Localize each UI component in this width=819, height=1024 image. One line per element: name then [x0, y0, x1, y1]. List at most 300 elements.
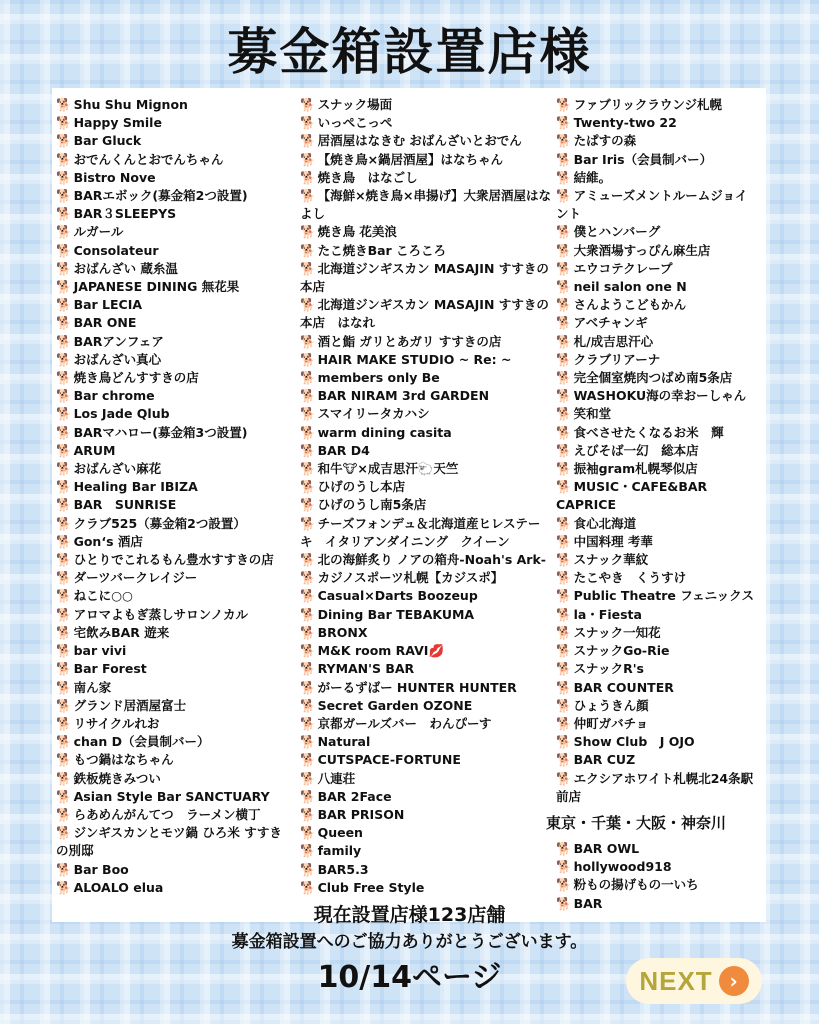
- list-item: [300, 606, 552, 624]
- list-item: [556, 624, 756, 642]
- store-name: エウコテクレープ: [573, 260, 673, 276]
- store-name: 南ん家: [73, 679, 112, 695]
- dog-icon: 🐕: [56, 151, 72, 167]
- dog-icon: 🐕: [56, 570, 72, 586]
- list-item: [300, 460, 552, 478]
- store-name: おばんざい麻花: [73, 461, 162, 477]
- store-name: Los Jade Qlub: [73, 406, 170, 422]
- store-name: 焼き鳥 はなごし: [317, 169, 418, 185]
- store-name: BAR PRISON: [317, 806, 405, 822]
- dog-icon: 🐕: [556, 859, 572, 875]
- list-item: [556, 96, 756, 114]
- dog-icon: 🐕: [56, 169, 72, 185]
- store-name: 中国料理 考華: [573, 533, 653, 549]
- list-item: [556, 515, 756, 533]
- next-button[interactable]: [626, 958, 762, 1004]
- store-name: Bar Forest: [73, 661, 147, 677]
- dog-icon: 🐕: [300, 497, 316, 513]
- list-item: [56, 169, 294, 187]
- page-title: 募金箱設置店様: [227, 23, 592, 81]
- list-item: [56, 478, 294, 496]
- list-item: [300, 679, 552, 697]
- store-name: グランド居酒屋富士: [73, 697, 187, 713]
- dog-icon: 🐕: [300, 843, 316, 859]
- store-name: 仲町ガバチョ: [573, 715, 649, 731]
- list-item: [56, 806, 294, 824]
- list-item: [56, 679, 294, 697]
- store-list-column-1: [56, 96, 294, 897]
- list-item: [300, 424, 552, 442]
- dog-icon: 🐕: [300, 570, 316, 586]
- list-item: [556, 770, 756, 806]
- store-name: 笑和堂: [573, 406, 612, 422]
- next-label: NEXT: [639, 965, 713, 996]
- list-item: [56, 606, 294, 624]
- store-name: ダーツバークレイジー: [73, 570, 198, 586]
- dog-icon: 🐕: [56, 752, 72, 768]
- dog-icon: 🐕: [300, 242, 316, 258]
- store-name: えびそば一幻 総本店: [573, 442, 699, 458]
- store-name: bar vivi: [73, 643, 127, 659]
- store-name: 札/成吉思汗心: [573, 333, 654, 349]
- list-item: [556, 569, 756, 587]
- store-name: 食心北海道: [573, 515, 637, 531]
- list-item: [556, 460, 756, 478]
- dog-icon: 🐕: [56, 406, 72, 422]
- dog-icon: 🐕: [556, 552, 572, 568]
- list-item: [56, 151, 294, 169]
- store-name: アミューズメントルームジョイント: [556, 188, 748, 222]
- store-name: BAR: [573, 895, 603, 911]
- dog-icon: 🐕: [300, 224, 316, 240]
- dog-icon: 🐕: [56, 515, 72, 531]
- store-name: ルガール: [73, 224, 124, 240]
- dog-icon: 🐕: [556, 606, 572, 622]
- store-name: スナック場面: [317, 97, 393, 112]
- list-item: [56, 824, 294, 860]
- dog-icon: 🐕: [300, 752, 316, 768]
- store-name: ねこに○○: [73, 588, 133, 604]
- dog-icon: 🐕: [56, 734, 72, 750]
- store-name: Shu Shu Mignon: [73, 97, 188, 112]
- dog-icon: 🐕: [300, 115, 316, 131]
- list-item: [56, 387, 294, 405]
- store-name: たぱすの森: [573, 133, 637, 149]
- dog-icon: 🐕: [300, 133, 316, 149]
- store-name: Gon‘s 酒店: [73, 533, 143, 549]
- store-name: おばんざい 蔵糸温: [73, 260, 178, 276]
- store-name: Happy Smile: [73, 115, 162, 131]
- list-item: [556, 551, 756, 569]
- store-name: Casual×Darts Boozeup: [317, 588, 478, 604]
- dog-icon: 🐕: [56, 297, 72, 313]
- store-name: BAR CUZ: [573, 752, 636, 768]
- list-item: [56, 205, 294, 223]
- dog-icon: 🐕: [300, 188, 316, 204]
- store-name: MUSIC・CAFE&BAR CAPRICE: [556, 479, 708, 513]
- list-item: [56, 624, 294, 642]
- store-name: RYMAN'S BAR: [317, 661, 415, 677]
- dog-icon: 🐕: [556, 715, 572, 731]
- dog-icon: 🐕: [556, 624, 572, 640]
- dog-icon: 🐕: [556, 752, 572, 768]
- store-name: 和牛🐮×成吉思汗🐑天竺: [317, 461, 459, 477]
- list-item: [300, 96, 552, 114]
- store-name: スナックGo-Rie: [573, 643, 670, 659]
- dog-icon: 🐕: [556, 877, 572, 893]
- store-name: Asian Style Bar SANCTUARY: [73, 788, 270, 804]
- store-name: おばんざい真心: [73, 351, 162, 367]
- store-name: ファブリックラウンジ札幌: [573, 97, 723, 112]
- store-name: スマイリータカハシ: [317, 406, 430, 422]
- dog-icon: 🐕: [56, 97, 72, 112]
- dog-icon: 🐕: [556, 297, 572, 313]
- store-name: 焼き鳥 花美浪: [317, 224, 397, 240]
- list-item: [300, 223, 552, 241]
- store-name: BAR ONE: [73, 315, 137, 331]
- list-item: [300, 861, 552, 879]
- list-item: [56, 223, 294, 241]
- dog-icon: 🐕: [300, 879, 316, 895]
- dog-icon: 🐕: [300, 697, 316, 713]
- dog-icon: 🐕: [556, 679, 572, 695]
- dog-icon: 🐕: [300, 643, 316, 659]
- list-item: [300, 405, 552, 423]
- list-item: [556, 606, 756, 624]
- list-item: [300, 587, 552, 605]
- store-name: BAR5.3: [317, 861, 369, 877]
- list-item: [56, 442, 294, 460]
- store-name: 北の海鮮炙り ノアの箱舟-Noah's Ark-: [317, 552, 546, 568]
- store-count-text: 現在設置店様123店舗: [313, 904, 506, 926]
- list-item: [556, 840, 756, 858]
- store-name: Natural: [317, 734, 371, 750]
- store-name: BAR SUNRISE: [73, 497, 177, 513]
- list-item: [56, 369, 294, 387]
- store-name: BAR COUNTER: [573, 679, 674, 695]
- store-list-column-2: [300, 96, 552, 897]
- dog-icon: 🐕: [556, 533, 572, 549]
- list-item: [56, 132, 294, 150]
- dog-icon: 🐕: [56, 552, 72, 568]
- store-name: ひげのうし南5条店: [317, 497, 427, 513]
- list-item: [556, 733, 756, 751]
- dog-icon: 🐕: [56, 206, 72, 222]
- dog-icon: 🐕: [556, 770, 572, 786]
- list-item: [556, 587, 756, 605]
- store-name: 焼き鳥どんすすきの店: [73, 370, 199, 386]
- list-item: [56, 697, 294, 715]
- list-item: [56, 515, 294, 533]
- store-name: BAR 2Face: [317, 788, 392, 804]
- dog-icon: 🐕: [300, 734, 316, 750]
- dog-icon: 🐕: [556, 406, 572, 422]
- dog-icon: 🐕: [56, 643, 72, 659]
- dog-icon: 🐕: [300, 788, 316, 804]
- list-item: [56, 333, 294, 351]
- list-item: [56, 242, 294, 260]
- list-item: [56, 533, 294, 551]
- dog-icon: 🐕: [56, 279, 72, 295]
- dog-icon: 🐕: [56, 315, 72, 331]
- store-name: 酒と鮨 ガリとあガリ すすきの店: [317, 333, 502, 349]
- store-name: warm dining casita: [317, 424, 452, 440]
- dog-icon: 🐕: [56, 533, 72, 549]
- store-name: Consolateur: [73, 242, 159, 258]
- list-item: [300, 569, 552, 587]
- dog-icon: 🐕: [556, 188, 572, 204]
- store-name: 僕とハンバーグ: [573, 224, 661, 240]
- dog-icon: 🐕: [56, 388, 72, 404]
- list-item: [300, 114, 552, 132]
- store-name: アベチャンギ: [573, 315, 648, 331]
- thanks-text: 募金箱設置へのご協力ありがとうございます。: [231, 932, 588, 952]
- dog-icon: 🐕: [556, 515, 572, 531]
- list-item: [300, 733, 552, 751]
- store-name: Club Free Style: [317, 879, 425, 895]
- list-item: [556, 660, 756, 678]
- list-item: [56, 460, 294, 478]
- list-item: [556, 876, 756, 894]
- store-name: 鉄板焼きみつい: [73, 770, 161, 786]
- store-name: chan D（会員制バー）: [73, 734, 210, 750]
- dog-icon: 🐕: [56, 260, 72, 276]
- store-name: 八連荘: [317, 770, 356, 786]
- dog-icon: 🐕: [56, 588, 72, 604]
- store-name: Bistro Nove: [73, 169, 156, 185]
- list-item: [56, 660, 294, 678]
- list-item: [556, 405, 756, 423]
- list-item: [56, 96, 294, 114]
- list-item: [556, 223, 756, 241]
- list-item: [300, 824, 552, 842]
- dog-icon: 🐕: [556, 169, 572, 185]
- dog-icon: 🐕: [300, 169, 316, 185]
- list-item: [300, 242, 552, 260]
- dog-icon: 🐕: [300, 424, 316, 440]
- list-item: [556, 314, 756, 332]
- dog-icon: 🐕: [556, 260, 572, 276]
- dog-icon: 🐕: [556, 351, 572, 367]
- list-item: [556, 333, 756, 351]
- list-item: [56, 879, 294, 897]
- store-name: BAR D4: [317, 442, 370, 458]
- dog-icon: 🐕: [56, 224, 72, 240]
- list-item: [300, 697, 552, 715]
- list-item: [556, 132, 756, 150]
- dog-icon: 🐕: [556, 224, 572, 240]
- store-name: ALOALO elua: [73, 879, 164, 895]
- list-item: [300, 132, 552, 150]
- dog-icon: 🐕: [56, 715, 72, 731]
- list-item: [300, 187, 552, 223]
- store-name: Healing Bar IBIZA: [73, 479, 198, 495]
- list-item: [556, 478, 756, 514]
- store-name: さんようこどもかん: [573, 297, 687, 313]
- store-name: たこやき くうすけ: [573, 570, 687, 586]
- store-name: M&K room RAVI💋: [317, 643, 445, 659]
- dog-icon: 🐕: [556, 333, 572, 349]
- store-name: la・Fiesta: [573, 606, 642, 622]
- store-name: スナック一知花: [573, 624, 661, 640]
- list-item: [300, 642, 552, 660]
- list-item: [300, 624, 552, 642]
- dog-icon: 🐕: [300, 606, 316, 622]
- chevron-right-icon: ›: [719, 966, 749, 996]
- store-name: カジノスポーツ札幌【カジスポ】: [317, 570, 504, 586]
- list-item: [300, 842, 552, 860]
- store-name: BAR３SLEEPYS: [73, 206, 177, 222]
- dog-icon: 🐕: [300, 552, 316, 568]
- dog-icon: 🐕: [56, 879, 72, 895]
- list-item: [300, 387, 552, 405]
- store-name: もつ鍋はなちゃん: [73, 752, 174, 768]
- dog-icon: 🐕: [56, 479, 72, 495]
- dog-icon: 🐕: [300, 715, 316, 731]
- list-item: [300, 515, 552, 551]
- dog-icon: 🐕: [300, 806, 316, 822]
- store-name: WASHOKU海の幸おーしゃん: [573, 388, 747, 404]
- page-number: 10/14ページ: [317, 960, 502, 995]
- store-name: クラブリアーナ: [573, 351, 661, 367]
- list-item: [56, 751, 294, 769]
- store-name: CUTSPACE-FORTUNE: [317, 752, 461, 768]
- list-item: [56, 296, 294, 314]
- list-item: [300, 788, 552, 806]
- dog-icon: 🐕: [56, 442, 72, 458]
- store-name: ARUM: [73, 442, 116, 458]
- store-name: Bar Boo: [73, 861, 129, 877]
- dog-icon: 🐕: [556, 97, 572, 112]
- dog-icon: 🐕: [556, 370, 572, 386]
- store-name: BARアンフェア: [73, 333, 164, 349]
- list-item: [556, 697, 756, 715]
- store-name: 結維。: [573, 169, 612, 185]
- dog-icon: 🐕: [556, 588, 572, 604]
- store-name: スナック華紋: [573, 552, 649, 568]
- list-item: [300, 551, 552, 569]
- list-item: [556, 296, 756, 314]
- store-name: らあめんがんてつ ラーメン横丁: [73, 806, 261, 822]
- list-item: [556, 424, 756, 442]
- list-item: [556, 187, 756, 223]
- dog-icon: 🐕: [56, 351, 72, 367]
- dog-icon: 🐕: [300, 515, 316, 531]
- dog-icon: 🐕: [556, 388, 572, 404]
- store-name: BRONX: [317, 624, 368, 640]
- store-name: BAR NIRAM 3rd GARDEN: [317, 388, 490, 404]
- list-item: [56, 496, 294, 514]
- list-item: [556, 169, 756, 187]
- dog-icon: 🐕: [556, 424, 572, 440]
- store-name: JAPANESE DINING 無花果: [73, 279, 240, 295]
- store-list-column-3: [556, 96, 762, 806]
- list-item: [300, 770, 552, 788]
- list-item: [556, 351, 756, 369]
- dog-icon: 🐕: [300, 770, 316, 786]
- list-item: [56, 114, 294, 132]
- store-name: 食べさせたくなるお米 輝: [573, 424, 724, 440]
- list-item: [56, 587, 294, 605]
- dog-icon: 🐕: [556, 279, 572, 295]
- store-name: Secret Garden OZONE: [317, 697, 473, 713]
- dog-icon: 🐕: [556, 643, 572, 659]
- dog-icon: 🐕: [56, 242, 72, 258]
- store-name: チーズフォンデュ＆北海道産ヒレステーキ イタリアンダイニング クイーン: [300, 515, 541, 549]
- dog-icon: 🐕: [300, 479, 316, 495]
- list-item: [556, 442, 756, 460]
- store-name: クラブ525（募金箱2つ設置）: [73, 515, 246, 531]
- list-item: [56, 187, 294, 205]
- store-name: 北海道ジンギスカン MASAJIN すすきの本店: [300, 260, 549, 295]
- list-item: [556, 533, 756, 551]
- list-item: [300, 296, 552, 332]
- list-item: [556, 278, 756, 296]
- list-item: [300, 879, 552, 897]
- store-name: neil salon one N: [573, 279, 687, 295]
- store-name: Queen: [317, 825, 363, 841]
- dog-icon: 🐕: [556, 661, 572, 677]
- store-name: たこ焼きBar ころころ: [317, 242, 447, 258]
- list-item: [556, 114, 756, 132]
- list-item: [56, 260, 294, 278]
- list-item: [300, 496, 552, 514]
- list-item: [56, 861, 294, 879]
- dog-icon: 🐕: [56, 825, 72, 841]
- list-item: [56, 569, 294, 587]
- region-heading: 東京・千葉・大阪・神奈川: [546, 813, 727, 832]
- dog-icon: 🐕: [556, 151, 572, 167]
- dog-icon: 🐕: [56, 370, 72, 386]
- dog-icon: 🐕: [556, 895, 572, 911]
- store-name: 大衆酒場すっぴん麻生店: [573, 242, 711, 258]
- dog-icon: 🐕: [56, 333, 72, 349]
- list-item: [300, 442, 552, 460]
- dog-icon: 🐕: [556, 133, 572, 149]
- list-item: [300, 751, 552, 769]
- list-item: [556, 642, 756, 660]
- dog-icon: 🐕: [300, 825, 316, 841]
- dog-icon: 🐕: [556, 315, 572, 331]
- store-name: 粉もの揚げもの一いち: [573, 877, 699, 893]
- store-name: 完全個室焼肉つばめ南5条店: [573, 370, 733, 386]
- dog-icon: 🐕: [556, 461, 572, 477]
- dog-icon: 🐕: [56, 861, 72, 877]
- list-item: [556, 260, 756, 278]
- store-name: Bar LECIA: [73, 297, 143, 313]
- dog-icon: 🐕: [56, 115, 72, 131]
- list-item: [56, 715, 294, 733]
- store-name: Bar Gluck: [73, 133, 142, 149]
- store-name: ひげのうし本店: [317, 479, 406, 495]
- store-name: ひとりでこれるもん豊水すすきの店: [73, 552, 274, 568]
- store-name: 【焼き鳥×鍋居酒屋】はなちゃん: [317, 151, 504, 167]
- list-item: [56, 733, 294, 751]
- store-name: Public Theatre フェニックス: [573, 588, 754, 604]
- list-item: [56, 424, 294, 442]
- dog-icon: 🐕: [56, 497, 72, 513]
- list-item: [300, 478, 552, 496]
- list-item: [56, 642, 294, 660]
- dog-icon: 🐕: [556, 115, 572, 131]
- list-item: [300, 333, 552, 351]
- list-item: [556, 151, 756, 169]
- dog-icon: 🐕: [300, 406, 316, 422]
- dog-icon: 🐕: [300, 333, 316, 349]
- list-item: [56, 314, 294, 332]
- dog-icon: 🐕: [300, 370, 316, 386]
- list-item: [556, 387, 756, 405]
